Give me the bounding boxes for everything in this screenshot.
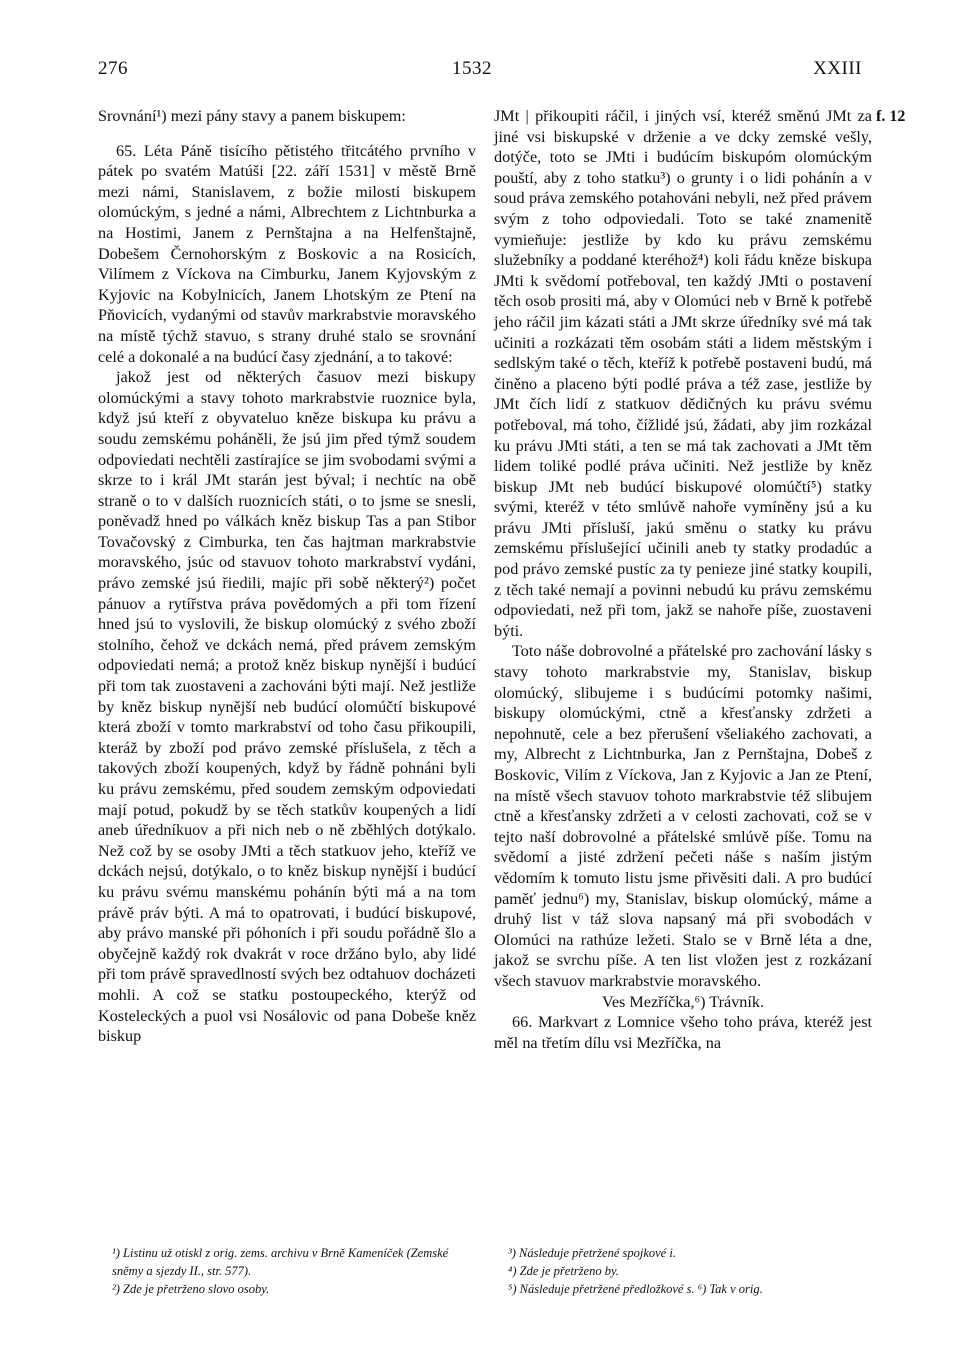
subheading-village: Ves Mezříčka,⁶) Trávník. xyxy=(601,992,765,1011)
left-column xyxy=(98,106,476,1047)
footnote-2: ²) Zde je přetrženo slovo osoby. xyxy=(112,1282,270,1296)
chapter-number: XXIII xyxy=(813,58,862,79)
paragraph-oath: Toto náše dobrovolné a přátelské pro zachování lásky s stavy tohoto markrabstvie my, Stanislav, biskup olomúcký, slibujeme i s budúcími potomky našimi, biskupy olomúckými, ctně a křesťansky zdržeti a nepohnutě, cele a bez přerušení všeliakého zachovati, a my, Albrecht z Lichtnburka, Jan z Pernštajna, Dobeš z Boskovic, Vilím z Víckova, Jan z Kyjovic a Jan ze Ptení, na místě všech stavuov tohoto markrabstvie též slibujem ctně a křesťansky zdržeti a v celosti zachovati, což se v tejto naší dobrovolné a přátelské smlúvě píše. Tomu na svědomí a jisté zdržení pečeti náše s naším jistým vědomím k tomuto listu jsme přivěsiti dali. A pro budúcí paměť jednu⁶) my, Stanislav, biskup olomúcký, máme a druhý list v táž slova napsaný má při svobodách v Olomúci na rathúze ležeti. Stalo se v Brně léta a dne, jakož se svrchu píše. A ten list vložen jest z rozkázaní všech stavuov markrabstvie moravského. xyxy=(494,642,872,990)
footnote-5-6: ⁵) Následuje přetržené předložkové s. ⁶) Tak v orig. xyxy=(508,1282,763,1296)
footnotes-left xyxy=(112,1244,474,1298)
right-column xyxy=(494,106,872,1053)
paragraph-66: 66. Markvart z Lomnice všeho toho práva, kteréž jest měl na třetím dílu vsi Mezříčka, na xyxy=(494,1013,872,1052)
footnotes-right xyxy=(508,1244,870,1298)
footnote-1: ¹) Listinu už otiskl z orig. zems. archivu v Brně Kameníček (Zemské sněmy a sjezdy II., str. 577). xyxy=(112,1246,449,1278)
footnote-4: ⁴) Zde je přetrženo by. xyxy=(508,1264,619,1278)
year-header: 1532 xyxy=(452,58,492,79)
section-heading: Srovnání¹) mezi pány stavy a panem biskupem: xyxy=(98,107,406,125)
page-number: 276 xyxy=(98,58,128,79)
footnote-3: ³) Následuje přetržené spojkové i. xyxy=(508,1246,676,1260)
paragraph-continuation: JMt | přikoupiti ráčil, i jiných vsí, kteréž směnú JMt za jiné vsi biskupské v drženie a ve dcky zemské vešly, dotýče, toto se JMti i budúcím biskupóm olomúckým pouští, aby z toho statku³) o grunty i o lidi pohánín a v soud práva zemského potahováni nebyli, než před právem svým z toho odpoviedali. Toto se také znamenitě vymieňuje: jestliže by kdo ku právu zemskému služebníky a poddané kteréhož⁴) koli řádu kněze biskupa JMti k svědomí potřeboval, ten každý JMti o postavení těch osob prositi má, aby v Olomúci neb v Brně k potřebě jeho ráčil jim kázati státi a JMt skrze úředníky své má tak učiniti a rozkázati těm osobám státi a lidem městským i sedlským také o těch, kteříž k potřebě postaveni budú, má činěno a placeno býti podlé práva a též zase, jestliže by JMt čích lidí z statkuov dědičných ku právu svému potřeboval, má toho, čížlidé jsú, žádati, aby jim rozkázal ku právu JMti státi, a ten se má tak zachovati a JMt těm lidem toliké podlé práva učiniti. Než jestliže by kněz biskup JMt neb budúcí biskupové olomúčtí⁵) statky svými, kteréž v této smlúvě nahoře vymíněny jsú a ku právu JMti přísluší, jakú směnu o statky ku právu zemskému příslušející učinili aneb ty statky prodadúc a pod právo zemské pustíc za ty penieze jiné statky koupili, z těch také nemají a povinni nebudú ku právu zemskému odpoviedati, než při tom, jakž se nahoře píše, zuostaveni býti. xyxy=(494,107,872,640)
paragraph-65: 65. Léta Páně tisícího pětistého třitcátého prvního v pátek po svatém Matúši [22. září 1531] v městě Brně mezi námi, Stanislavem, z božie milosti biskupem olomúckým, s jedné a námi, Albrechtem z Lichtnburka a na Hostimi, Janem z Pernštajna a na Helfenštajně, Dobešem Černohorským z Boskovic a na Rosicích, Vilímem z Víckova na Cimburku, Janem Kyjovským z Kyjovic na Kobylnicích, Janem Lhotským ze Ptení na Pňovicích, vydanými od stavův markrabstvie moravského na místě týchž stavuo, s strany druhé stalo se srovnání celé a dokonalé a na budúcí časy zjednání, a to takové: xyxy=(98,141,476,366)
folio-margin-note: f. 12 xyxy=(876,108,906,125)
paragraph-65-body: jakož jest od některých časuov mezi biskupy olomúckými a stavy tohoto markrabstvie ruoznice byla, když jsú kteří z obyvateluo kněze biskupa ku právu a soudu zemskému poháněli, že jsú jim před týmž soudem odpoviedati nechtěli zastírajíce se jim svobodami svými a skrze to i král JMt starán jest býval; i nechtíc na obě straně o to v dalších ruoznicích státi, o to jsme se snesli, poněvadž hned po válkách kněz biskup Tas a pan Stibor Tovačovský z Cimburka, ten čas hajtman markrabstvie moravského, jsúc od stavuov tohoto markrabství vydáni, právo zemské jsú řiedili, majíc při sobě některý²) počet pánuov a rytířstva práva povědomých a při tom řízení hned jsú to vyslovili, že biskup olomúcký z svého zboží stolního, čehož ve dckách nemá, před právem zemským odpoviedati nemá; a protož kněz biskup nynější i budúcí při tom tak zuostaveni a zachováni býti mají. Než jestliže by kněz biskup nynější neb budúcí olomúčtí biskupové která zboží v tomto markrabství od toho času přikoupili, kteráž by zboží pod právo zemské příslušela, z těch a takových zboží koupených, když by řádně pohnáni byli ku právu zemskému, před soudem zemským odpoviedati mají potud, pokudž by se těch statkův koupených a lidí aneb úředníkuov a při nich neb o ně zběhlých dotýkalo. Než což by se osoby JMti a těch statkuov jeho, kteříž ve dckách nejsú, dotýkalo, o to kněz biskup nynější i budúcí ku právu svému manskému pohánín býti má a na tom právě práv býti. A má to opatrovati, i budúcí biskupové, aby právo manské při póhoních i při soudu pořádně šlo a obyčejně každý rok dvakrát v roce držáno bylo, aby lidé při tom právě spravedlností svých bez odtahuov docházeti mohli. A což se statku postoupeckého, kterýž od Kosteleckých a puol vsi Nosálovic od pana Dobeše kněz biskup xyxy=(98,368,476,1046)
